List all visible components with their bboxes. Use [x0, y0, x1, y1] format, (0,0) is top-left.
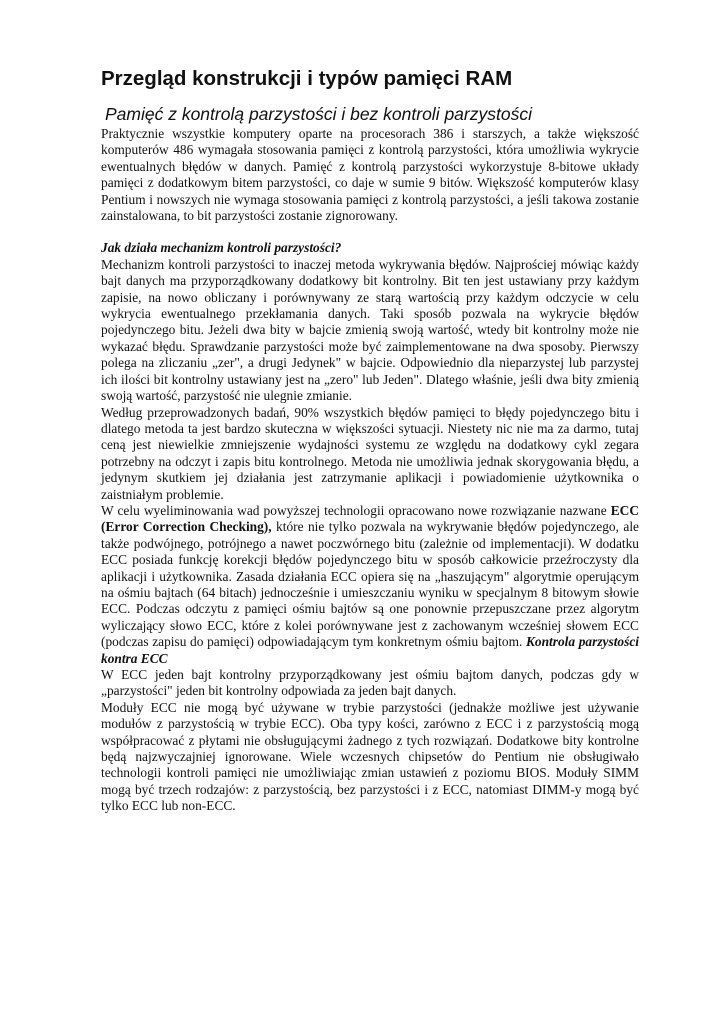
modules-paragraph: Moduły ECC nie mogą być używane w trybie parzystości (jednakże możliwe jest używanie modułów z parzystością w trybie ECC). Oba typy kości, zarówno z ECC i z parzystością mogą współpracować z płytami nie obsługującymi żadnego z tych rozwiązań. Dodatkowe bity kontrolne będą najzwyczajniej ignorowane. Wiele wczesnych chipsetów do Pentium nie obsługiwało technologii kontroli pamięci nie umożliwiając zmian ustawień z poziomu BIOS. Moduły SIMM mogą być trzech rodzajów: z parzystością, bez parzystości i z ECC, natomiast DIMM-y mogą być tylko ECC lub non-ECC.: [101, 699, 639, 814]
inline-heading: Kontrola parzystości kontra ECC: [101, 634, 639, 666]
ecc-paragraph: [101, 503, 639, 667]
research-paragraph: Według przeprowadzonych badań, 90% wszystkich błędów pamięci to błędy pojedynczego bitu i dlatego metoda ta jest bardzo skuteczna w większości sytuacji. Niestety nic nie ma za darmo, tutaj ceną jest niewielkie zmniejszenie wydajności systemu ze względu na dodatkowy cykl zegara potrzebny na odczyt i zapis bitu kontrolnego. Metoda nie umożliwia jednak skorygowania błędu, a jedynym skutkiem jej działania jest zatrzymanie aplikacji i powiadomienie użytkownika o zaistniałym problemie.: [101, 404, 639, 502]
section-heading: Jak działa mechanizm kontroli parzystości?: [101, 240, 342, 256]
section-subtitle: Pamięć z kontrolą parzystości i bez kontroli parzystości: [105, 104, 532, 124]
versus-paragraph: W ECC jeden bajt kontrolny przyporządkowany jest ośmiu bajtom danych, podczas gdy w „parzystości" jeden bit kontrolny odpowiada za jeden bajt danych.: [101, 667, 639, 699]
ecc-text-intro: W celu wyeliminowania wad powyższej technologii opracowano nowe rozwiązanie nazwane: [101, 502, 611, 518]
ecc-text-body: które nie tylko pozwala na wykrywanie błędów pojedynczego, ale także podwójnego, potrójnego a nawet poczwórnego bitu (zależnie od implementacji). W dodatku ECC posiada funkcję korekcji błędów pojedynczego bitu w sposób całkowicie przeźroczysty dla aplikacji i użytkownika. Zasada działania ECC opiera się na „haszującym" algorytmie operującym na ośmiu bajtach (64 bitach) jednocześnie i umieszczaniu wyniku w specjalnym 8 bitowym słowie ECC. Podczas odczytu z pamięci ośmiu bajtów są one ponownie przepuszczane przez algorytm wyliczający słowo ECC, które z kolei porównywane jest z zachowanym wcześniej słowem ECC (podczas zapisu do pamięci) odpowiadającym tym konkretnym ośmiu bajtom.: [101, 519, 640, 650]
ecc-term: ECC (Error Correction Checking),: [101, 502, 639, 535]
paragraph-gap: [101, 224, 639, 240]
mechanism-paragraph: Mechanizm kontroli parzystości to inaczej metoda wykrywania błędów. Najprościej mówiąc każdy bajt danych ma przyporządkowany dodatkowy bit kontrolny. Bit ten jest ustawiany przy każdym zapisie, na nowo obliczany i porównywany ze starą wartością przy każdym odczycie w celu wykrycia ewentualnego przekłamania danych. Taki sposób pozwala na wykrycie błędów pojedynczego bitu. Jeżeli dwa bity w bajcie zmienią swoją wartość, wtedy bit kontrolny może nie wykazać błędu. Sprawdzanie parzystości może być zaimplementowane na dwa sposoby. Pierwszy polega na zliczaniu „zer", a drugi Jedynek" w bajcie. Odpowiednio dla nieparzystej lub parzystej ich ilości bit kontrolny ustawiany jest na „zero" lub Jeden". Dlatego właśnie, jeśli dwa bity zmienią swoją wartość, parzystość nie ulegnie zmianie.: [101, 256, 639, 404]
intro-paragraph: Praktycznie wszystkie komputery oparte na procesorach 386 i starszych, a także większość komputerów 486 wymagała stosowania pamięci z kontrolą parzystości, która umożliwia wykrycie ewentualnych błędów w danych. Pamięć z kontrolą parzystości wykorzystuje 8-bitowe układy pamięci z dodatkowym bitem parzystości, co daje w sumie 9 bitów. Większość komputerów klasy Pentium i nowszych nie wymaga stosowania pamięci z kontrolą parzystości, a jeśli takowa zostanie zainstalowana, to bit parzystości zostanie zignorowany.: [101, 126, 639, 224]
document-page: [101, 66, 639, 815]
page-title: Przegląd konstrukcji i typów pamięci RAM: [101, 67, 513, 90]
